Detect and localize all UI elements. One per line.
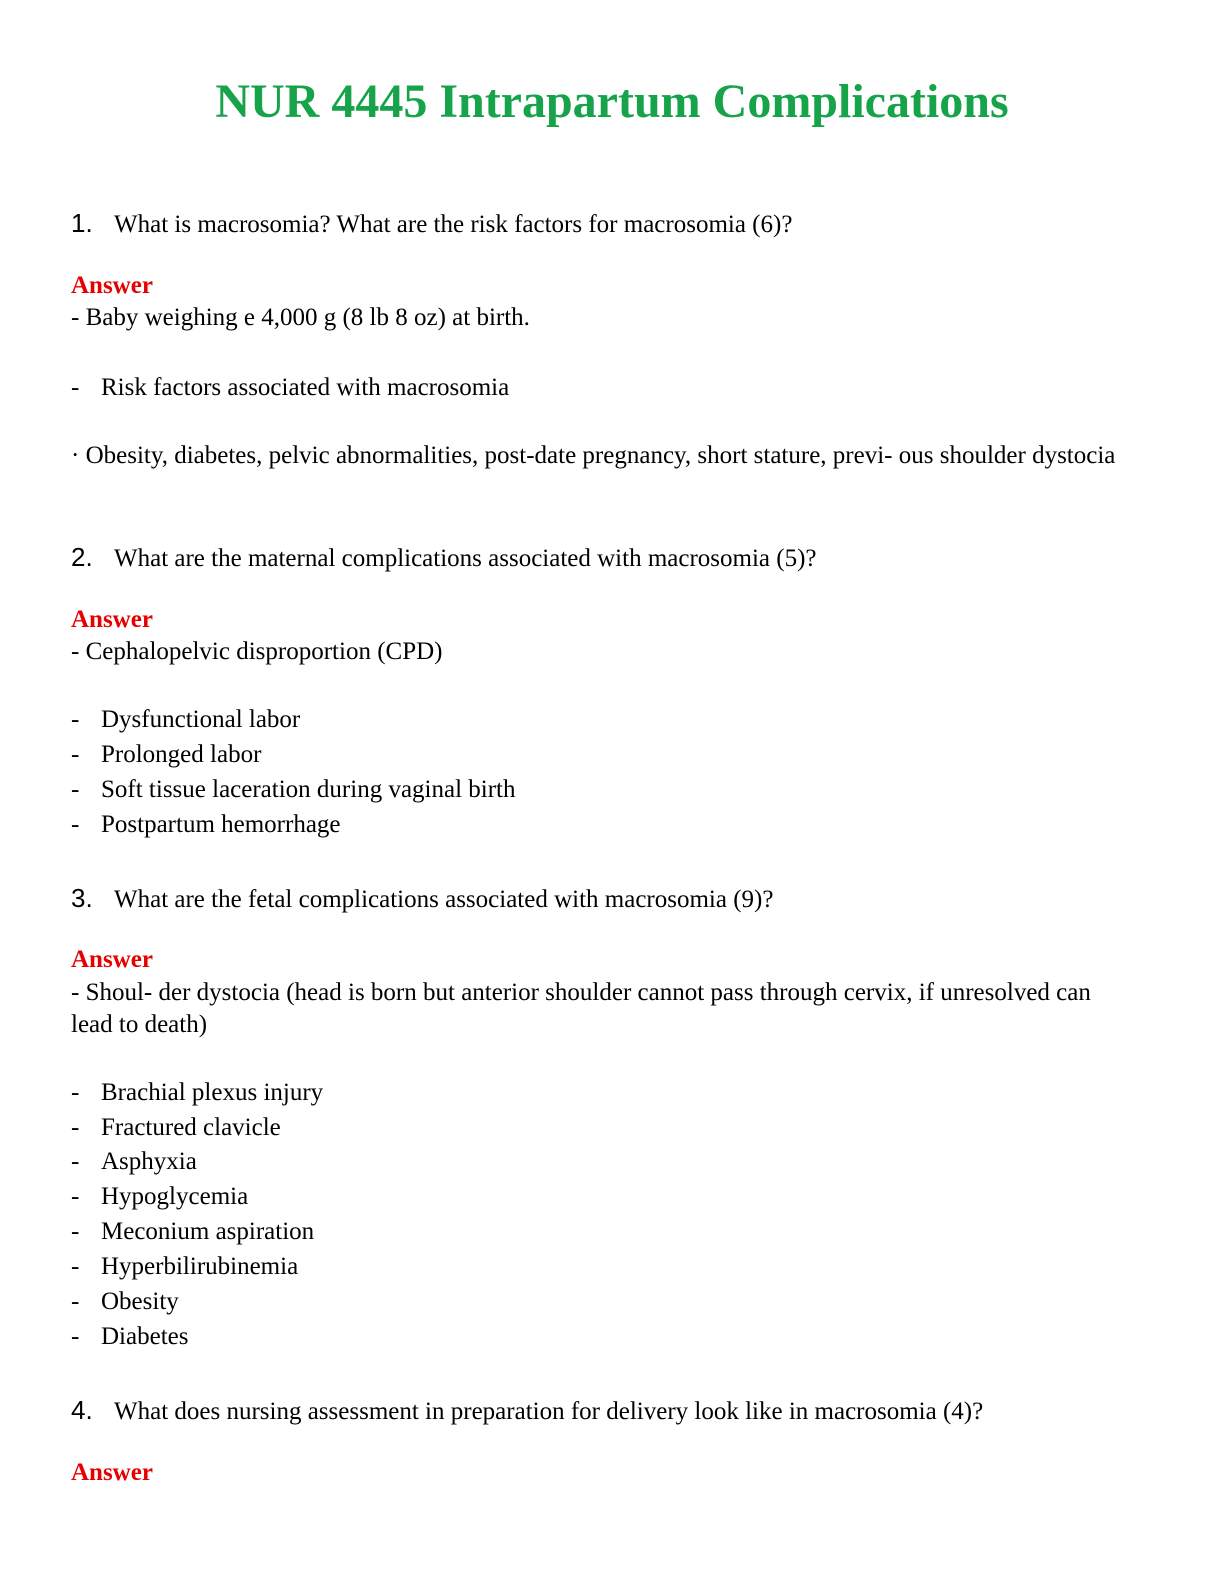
answer-item-text: Risk factors associated with macrosomia: [101, 374, 510, 401]
answer-item-text: Hypoglycemia: [101, 1183, 249, 1210]
answer-label: Answer: [71, 606, 153, 633]
question-number: 4.: [71, 1395, 93, 1425]
dash-bullet: -: [71, 1183, 80, 1210]
answer-item-text: Diabetes: [101, 1323, 189, 1350]
answer-line: - Cephalopelvic disproportion (CPD): [71, 638, 443, 665]
dash-bullet: -: [71, 706, 80, 733]
answer-item-text: Dysfunctional labor: [101, 706, 301, 733]
answer-list-item: [71, 1146, 197, 1178]
dash-bullet: -: [71, 1288, 80, 1315]
answer-item-text: Asphyxia: [101, 1148, 197, 1175]
dash-bullet: -: [71, 811, 80, 838]
question-number: 2.: [71, 542, 93, 572]
answer-list-item: [71, 1216, 314, 1248]
answer-list-item: [71, 372, 509, 404]
answer-list-item: [71, 1251, 298, 1283]
answer-list-item: [71, 739, 261, 771]
dash-bullet: -: [71, 374, 80, 401]
dash-bullet: -: [71, 1148, 80, 1175]
answer-label: Answer: [71, 272, 153, 299]
answer-list-item: [71, 1077, 323, 1109]
question-text: What does nursing assessment in preparation for delivery look like in macrosomia (4)?: [114, 1398, 984, 1425]
question-text: What are the maternal complications associated with macrosomia (5)?: [114, 545, 817, 572]
dash-bullet: -: [71, 1114, 80, 1141]
answer-item-text: Fractured clavicle: [101, 1114, 281, 1141]
dash-bullet: -: [71, 1218, 80, 1245]
answer-item-text: Soft tissue laceration during vaginal birth: [101, 776, 516, 803]
answer-list-item: [71, 1181, 248, 1213]
dash-bullet: -: [71, 1079, 80, 1106]
answer-list-item: [71, 1286, 179, 1318]
answer-list-item: [71, 1112, 281, 1144]
answer-line: - Baby weighing e 4,000 g (8 lb 8 oz) at birth.: [71, 304, 530, 331]
answer-item-text: Hyperbilirubinemia: [101, 1253, 299, 1280]
answer-paragraph: · Obesity, diabetes, pelvic abnormalities, post-date pregnancy, short stature, previ- ous shoulder dystocia: [71, 442, 1116, 469]
answer-label: Answer: [71, 946, 153, 973]
question-3: [71, 882, 773, 916]
question-text: What are the fetal complications associated with macrosomia (9)?: [114, 886, 774, 913]
dash-bullet: -: [71, 1323, 80, 1350]
answer-list-item: [71, 774, 516, 806]
question-1: [71, 207, 792, 241]
answer-list-item: [71, 809, 341, 841]
document-title: NUR 4445 Intrapartum Complications: [215, 75, 1009, 128]
answer-list-item: [71, 1321, 188, 1353]
question-2: [71, 541, 817, 575]
dash-bullet: -: [71, 741, 80, 768]
answer-list-item: [71, 704, 300, 736]
dash-bullet: -: [71, 1253, 80, 1280]
dash-bullet: -: [71, 776, 80, 803]
answer-paragraph: - Shoul- der dystocia (head is born but anterior shoulder cannot pass through cervix, if unresolved can lead to death): [71, 979, 1091, 1038]
question-4: [71, 1394, 983, 1428]
answer-item-text: Brachial plexus injury: [101, 1079, 324, 1106]
question-text: What is macrosomia? What are the risk factors for macrosomia (6)?: [114, 211, 793, 238]
answer-item-text: Postpartum hemorrhage: [101, 811, 341, 838]
question-number: 3.: [71, 883, 93, 913]
answer-item-text: Obesity: [101, 1288, 179, 1315]
answer-item-text: Meconium aspiration: [101, 1218, 315, 1245]
question-number: 1.: [71, 208, 93, 238]
answer-item-text: Prolonged labor: [101, 741, 262, 768]
answer-label: Answer: [71, 1459, 153, 1486]
